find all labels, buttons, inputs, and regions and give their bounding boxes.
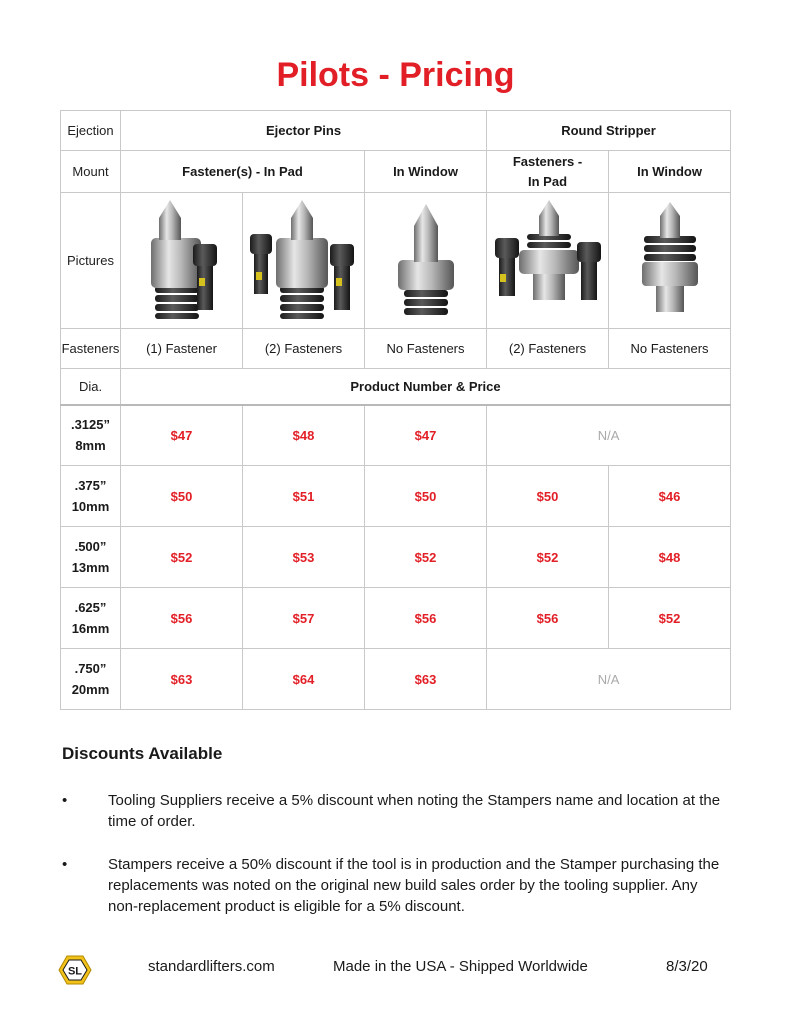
logo-text: SL [67, 965, 83, 978]
diameter-cell: .500” 13mm [61, 527, 121, 588]
mount-label: Mount [61, 151, 121, 193]
diameter-cell: .3125” 8mm [61, 405, 121, 466]
table-row [61, 527, 731, 588]
fastener-type: (2) Fasteners [243, 329, 365, 369]
fasteners-row [61, 329, 731, 369]
fastener-type: No Fasteners [365, 329, 487, 369]
bullet-marker: • [62, 792, 68, 809]
mount-fasteners-in-pad-stripper: Fasteners - In Pad [487, 151, 609, 193]
fastener-type: (1) Fastener [121, 329, 243, 369]
diameter-cell: .750” 20mm [61, 649, 121, 710]
diameter-cell: .625” 16mm [61, 588, 121, 649]
price-cell: $52 [121, 527, 243, 588]
picture-stripper-in-window [609, 193, 731, 329]
table-row [61, 405, 731, 466]
round-stripper-header: Round Stripper [487, 111, 731, 151]
price-cell: $46 [609, 466, 731, 527]
pictures-label: Pictures [61, 193, 121, 329]
price-cell: $48 [609, 527, 731, 588]
pricing-table [60, 110, 731, 710]
price-cell: $56 [121, 588, 243, 649]
picture-in-window-pins [365, 193, 487, 329]
picture-stripper-in-pad [487, 193, 609, 329]
price-cell: $56 [365, 588, 487, 649]
pilot-one-fastener-image [127, 198, 237, 323]
price-cell: $52 [365, 527, 487, 588]
price-cell: $50 [487, 466, 609, 527]
discount-item: Stampers receive a 50% discount if the tool is in production and the Stamper purchasing the replacements was noted on the original new build sales order by the tooling supplier. Any non-replacement product is eligible for a 5% discount. [108, 856, 720, 915]
product-number-header: Product Number & Price [121, 369, 731, 405]
dia-header-row [61, 369, 731, 405]
discount-item: Tooling Suppliers receive a 5% discount when noting the Stampers name and location at the time of order. [108, 792, 721, 830]
price-cell: $63 [365, 649, 487, 710]
picture-two-fasteners [243, 193, 365, 329]
footer-tagline: Made in the USA - Shipped Worldwide [333, 958, 588, 975]
table-row [61, 588, 731, 649]
diameter-cell: .375” 10mm [61, 466, 121, 527]
mount-in-window-stripper: In Window [609, 151, 731, 193]
stripper-in-window-image [630, 198, 710, 323]
page-title: Pilots - Pricing [276, 56, 515, 94]
pictures-row [61, 193, 731, 329]
pilot-in-window-image [386, 198, 466, 323]
price-cell: $47 [121, 405, 243, 466]
price-cell: $50 [365, 466, 487, 527]
not-available-cell: N/A [487, 649, 731, 710]
price-cell: $52 [487, 527, 609, 588]
price-cell: $50 [121, 466, 243, 527]
discounts-heading: Discounts Available [62, 744, 223, 763]
pilot-two-fasteners-image [246, 198, 361, 323]
price-cell: $56 [487, 588, 609, 649]
table-row [61, 649, 731, 710]
price-cell: $64 [243, 649, 365, 710]
mount-fastener-in-pad: Fastener(s) - In Pad [121, 151, 365, 193]
fastener-type: (2) Fasteners [487, 329, 609, 369]
ejector-pins-header: Ejector Pins [121, 111, 487, 151]
dia-label: Dia. [61, 369, 121, 405]
fastener-type: No Fasteners [609, 329, 731, 369]
bullet-marker: • [62, 856, 68, 873]
price-cell: $63 [121, 649, 243, 710]
price-cell: $57 [243, 588, 365, 649]
price-cell: $47 [365, 405, 487, 466]
ejection-label: Ejection [61, 111, 121, 151]
not-available-cell: N/A [487, 405, 731, 466]
mount-in-window-pins: In Window [365, 151, 487, 193]
mount-row [61, 151, 731, 193]
ejection-row [61, 111, 731, 151]
price-cell: $52 [609, 588, 731, 649]
price-cell: $53 [243, 527, 365, 588]
footer-date: 8/3/20 [666, 958, 708, 975]
price-cell: $48 [243, 405, 365, 466]
price-cell: $51 [243, 466, 365, 527]
table-row [61, 466, 731, 527]
picture-one-fastener [121, 193, 243, 329]
footer-website: standardlifters.com [148, 958, 275, 975]
stripper-in-pad-image [489, 198, 607, 323]
fasteners-label: Fasteners [61, 329, 121, 369]
standard-lifters-logo [58, 955, 92, 985]
